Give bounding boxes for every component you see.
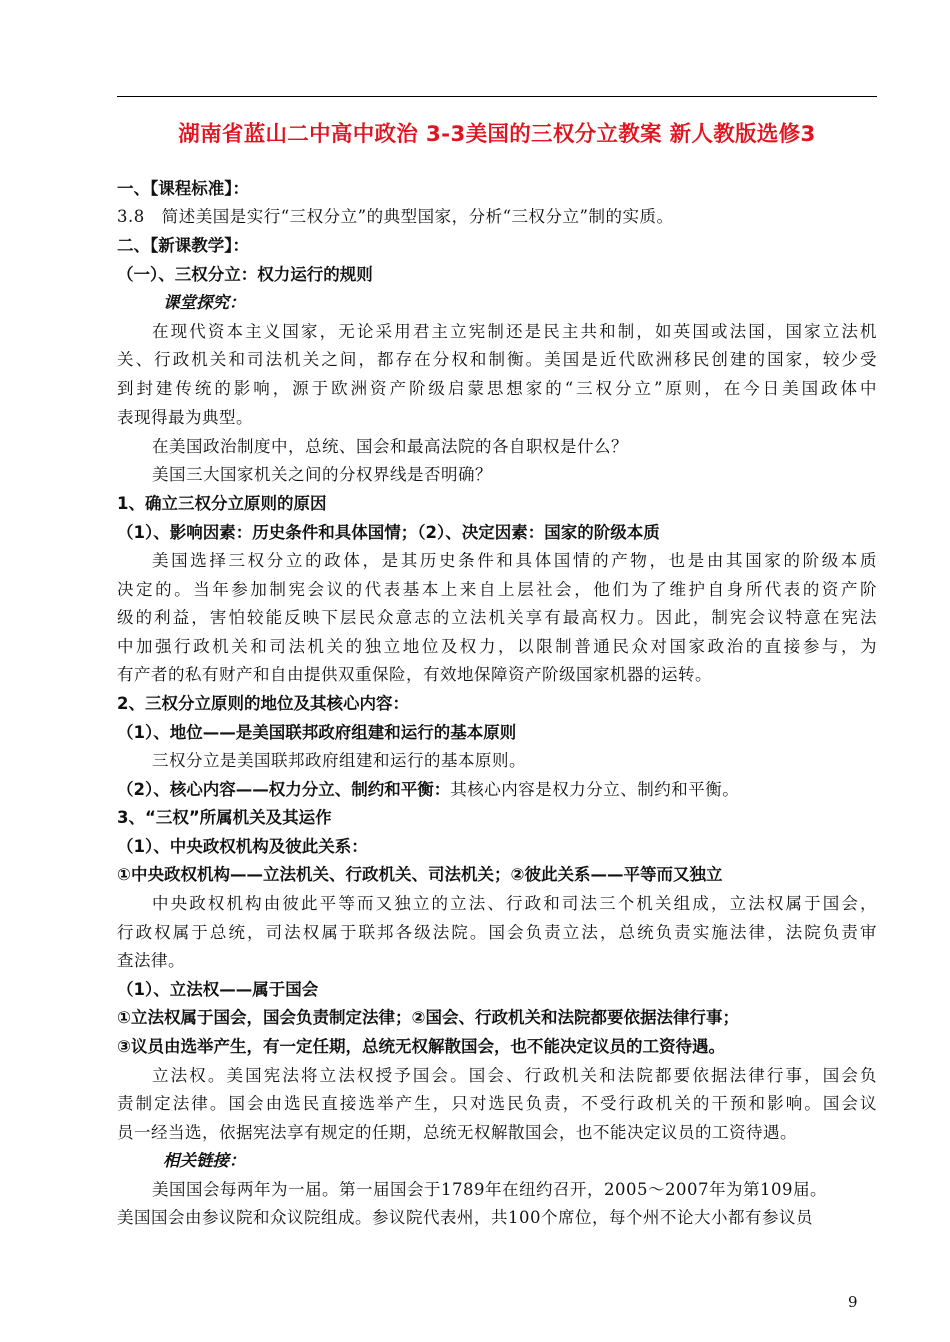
paragraph-line: 3.8 简述美国是实行“三权分立”的典型国家，分析“三权分立”制的实质。	[117, 207, 674, 226]
paragraph-line: 中加强行政机关和司法机关的独立地位及权力，以限制普通民众对国家政治的直接参与，为	[117, 637, 877, 656]
paragraph-line: 决定的。当年参加制宪会议的代表基本上来自上层社会，他们为了维护自身所代表的资产阶	[117, 580, 877, 599]
mixed-line	[117, 779, 877, 801]
point-subheading: （2）、核心内容——权力分立、制约和平衡：	[117, 780, 451, 799]
question-line: 在美国政治制度中，总统、国会和最高法院的各自职权是什么？	[152, 437, 628, 456]
paragraph-line: 行政权属于总统，司法权属于联邦各级法院。国会负责立法，总统负责实施法律，法院负责审	[117, 923, 877, 942]
paragraph-line: 到封建传统的影响，源于欧洲资产阶级启蒙思想家的“三权分立”原则，在今日美国政体中	[117, 379, 877, 398]
section-heading-curriculum: 一、【课程标准】：	[117, 179, 249, 198]
question-line: 美国三大国家机关之间的分权界线是否明确？	[152, 465, 492, 484]
paragraph-line: 员一经当选，依据宪法享有规定的任期，总统无权解散国会，也不能决定议员的工资待遇。	[117, 1123, 797, 1142]
page-number: 9	[848, 1293, 858, 1311]
point-subheading: （1）、立法权——属于国会	[117, 980, 319, 999]
paragraph-line: 关、行政机关和司法机关之间，都存在分权和制衡。美国是近代欧洲移民创建的国家，较少受	[117, 350, 877, 369]
point-subheading: （1）、地位——是美国联邦政府组建和运行的基本原则	[117, 723, 517, 742]
bold-statement: ③议员由选举产生，有一定任期，总统无权解散国会，也不能决定议员的工资待遇。	[117, 1037, 725, 1056]
paragraph-line: 在现代资本主义国家，无论采用君主立宪制还是民主共和制，如英国或法国，国家立法机	[152, 322, 877, 341]
paragraph-line: 立法权。美国宪法将立法权授予国会。国会、行政机关和法院都要依据法律行事，国会负	[152, 1066, 877, 1085]
point-subheading: （1）、中央政权机构及彼此关系：	[117, 837, 368, 856]
inline-text: 其核心内容是权力分立、制约和平衡。	[450, 780, 740, 799]
section-heading-new-lesson: 二、【新课教学】：	[117, 236, 249, 255]
paragraph-line: 查法律。	[117, 951, 185, 970]
header-rule	[117, 96, 877, 97]
paragraph-line: 有产者的私有财产和自由提供双重保险，有效地保障资产阶级国家机器的运转。	[117, 665, 712, 684]
paragraph-line: 美国国会每两年为一届。第一届国会于1789年在纽约召开，2005～2007年为第109届。	[152, 1180, 827, 1199]
point-heading: 2、三权分立原则的地位及其核心内容：	[117, 694, 409, 713]
paragraph-line: 三权分立是美国联邦政府组建和运行的基本原则。	[152, 751, 526, 770]
point-heading: 3、“三权”所属机关及其运作	[117, 808, 332, 827]
paragraph-line: 中央政权机构由彼此平等而又独立的立法、行政和司法三个机关组成，立法权属于国会，	[152, 894, 877, 913]
bold-statement: ①立法权属于国会，国会负责制定法律；②国会、行政机关和法院都要依据法律行事；	[117, 1008, 739, 1027]
paragraph-line: 表现得最为典型。	[117, 408, 253, 427]
italic-heading-class-inquiry: 课堂探究：	[163, 293, 246, 312]
paragraph-line: 责制定法律。国会由选民直接选举产生，只对选民负责，不受行政机关的干预和影响。国会议	[117, 1094, 877, 1113]
paragraph-line: 美国国会由参议院和众议院组成。参议院代表州，共100个席位，每个州不论大小都有参议员	[117, 1208, 813, 1227]
italic-heading-related-link: 相关链接：	[163, 1151, 246, 1170]
page-title: 湖南省蓝山二中高中政治 3-3美国的三权分立教案 新人教版选修3	[178, 122, 816, 147]
subsection-heading: （一）、三权分立：权力运行的规则	[117, 265, 373, 284]
point-heading: 1、确立三权分立原则的原因	[117, 494, 327, 513]
point-subheading: （1）、影响因素：历史条件和具体国情；（2）、决定因素：国家的阶级本质	[117, 523, 660, 542]
paragraph-line: 美国选择三权分立的政体，是其历史条件和具体国情的产物，也是由其国家的阶级本质	[152, 551, 877, 570]
bold-statement: ①中央政权机构——立法机关、行政机关、司法机关；②彼此关系——平等而又独立	[117, 865, 723, 884]
paragraph-line: 级的利益，害怕较能反映下层民众意志的立法机关享有最高权力。因此，制宪会议特意在宪法	[117, 608, 877, 627]
